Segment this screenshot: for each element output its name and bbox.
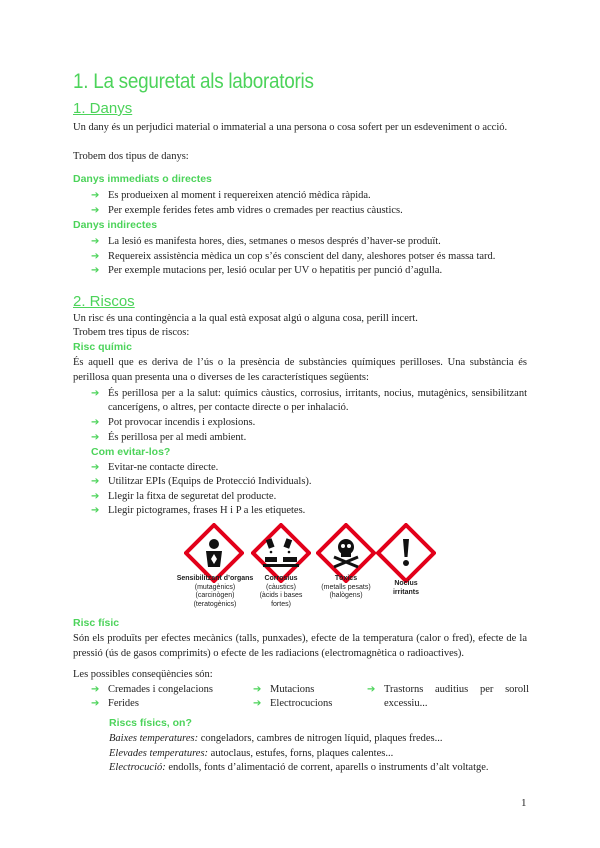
list-item: ➔ Pot provocar incendis i explosions. [91,417,256,428]
list-item: Electrocució: endolls, fonts d’alimentació de corrent, aparells o instruments d’alt voltatge. [109,762,489,773]
paragraph: Un dany és un perjudici material o immaterial a una persona o cosa sofert per un esdeveniment o acció. [73,122,508,133]
subheading-riscs-fisics-on: Riscs físics, on? [109,717,192,729]
arrow-right-icon: ➔ [91,462,100,473]
paragraph: Un risc és una contingència a la qual està exposat algú o alguna cosa, perill incert. [73,313,418,324]
arrow-right-icon: ➔ [91,698,100,709]
paragraph: Trobem dos tipus de danys: [73,151,189,162]
list-item: ➔ Llegir la fitxa de seguretat del producte. [91,491,277,502]
list-item: ➔ Per exemple ferides fetes amb vidres o cremades per reactius càustics. [91,205,403,216]
subheading-danys-immediats: Danys immediats o directes [73,173,212,185]
arrow-right-icon: ➔ [91,265,100,276]
list-item: ➔ Utilitzar EPIs (Equips de Protecció Individuals). [91,476,312,487]
arrow-right-icon: ➔ [91,491,100,502]
list-item: Baixes temperatures: congeladors, cambres de nitrogen líquid, plaques fredes... [109,733,443,744]
list-item: ➔ Llegir pictogrames, frases H i P a les etiquetes. [91,505,306,516]
list-item: ➔ Mutacions [253,684,315,695]
paragraph: Són els produïts per efectes mecànics (talls, punxades), efecte de la temperatura (calor o fred), efecte de la pressió (ús de gasos comprimits) o efecte de les radiacions (electromagnètica o radioactives). [73,633,527,659]
arrow-right-icon: ➔ [91,505,100,516]
paragraph: Les possibles conseqüències són: [73,669,213,680]
pictogram-caption: Nocius irritants [392,580,420,596]
section-heading-danys: 1. Danys [73,100,133,117]
pictogram-caption: Sensibilitzant d’organs (mutagènics) (carcinògen) (teratogènics) [176,575,254,608]
arrow-right-icon: ➔ [91,236,100,247]
paragraph: És aquell que es deriva de l’ús o la presència de substàncies químiques perilloses. Una substància és perillosa quan presenta una o diverses de les característiques següents: [73,357,527,383]
arrow-right-icon: ➔ [91,190,100,201]
health-hazard-icon [184,523,244,583]
arrow-right-icon: ➔ [91,684,100,695]
list-item: ➔ Ferides [91,698,139,709]
toxic-skull-icon [316,523,376,583]
arrow-right-icon: ➔ [367,684,376,695]
ghs-pictograms [0,523,600,613]
list-item: ➔ Cremades i congelacions [91,684,213,695]
pictogram-caption: Tòxics (metalls pesats) (halògens) [321,575,371,599]
list-item: ➔ Electrocucions [253,698,333,709]
list-item: ➔ Trastorns auditius per soroll excessiu... [367,684,529,709]
arrow-right-icon: ➔ [91,432,100,443]
paragraph: Trobem tres tipus de riscos: [73,327,190,338]
list-item: ➔ Evitar-ne contacte directe. [91,462,219,473]
list-item: Elevades temperatures: autoclaus, estufes, forns, plaques calentes... [109,748,394,759]
list-item: ➔ La lesió es manifesta hores, dies, setmanes o mesos després d’haver-se produït. [91,236,441,247]
arrow-right-icon: ➔ [253,698,262,709]
arrow-right-icon: ➔ [91,417,100,428]
list-item: ➔ Requereix assistència mèdica un cop s’és conscient del dany, aleshores potser és massa tard. [91,251,496,262]
arrow-right-icon: ➔ [91,476,100,487]
list-item: ➔ És perillosa per a la salut: químics càustics, corrosius, irritants, nocius, mutagènics, sensibilitzant cancerígens, o altres, per contacte directe o per inhalació. [91,388,527,413]
page-title: 1. La seguretat als laboratoris [73,70,314,93]
exclamation-icon [376,523,436,583]
section-heading-riscos: 2. Riscos [73,293,135,310]
arrow-right-icon: ➔ [91,251,100,262]
list-item: ➔ Es produeixen al moment i requereixen atenció mèdica ràpida. [91,190,371,201]
corrosive-icon [251,523,311,583]
list-item: ➔ És perillosa per al medi ambient. [91,432,247,443]
subheading-com-evitar: Com evitar-los? [91,446,171,458]
pictogram-caption: Corrosius (càustics) (àcids i bases fortes) [259,575,303,608]
arrow-right-icon: ➔ [91,388,100,399]
arrow-right-icon: ➔ [253,684,262,695]
list-item: ➔ Per exemple mutacions per, lesió ocular per UV o hepatitis per punció d’agulla. [91,265,443,276]
subheading-danys-indirectes: Danys indirectes [73,219,158,231]
arrow-right-icon: ➔ [91,205,100,216]
page-number: 1 [521,797,527,809]
subheading-risc-fisic: Risc físic [73,617,120,629]
subheading-risc-quimic: Risc químic [73,341,132,353]
